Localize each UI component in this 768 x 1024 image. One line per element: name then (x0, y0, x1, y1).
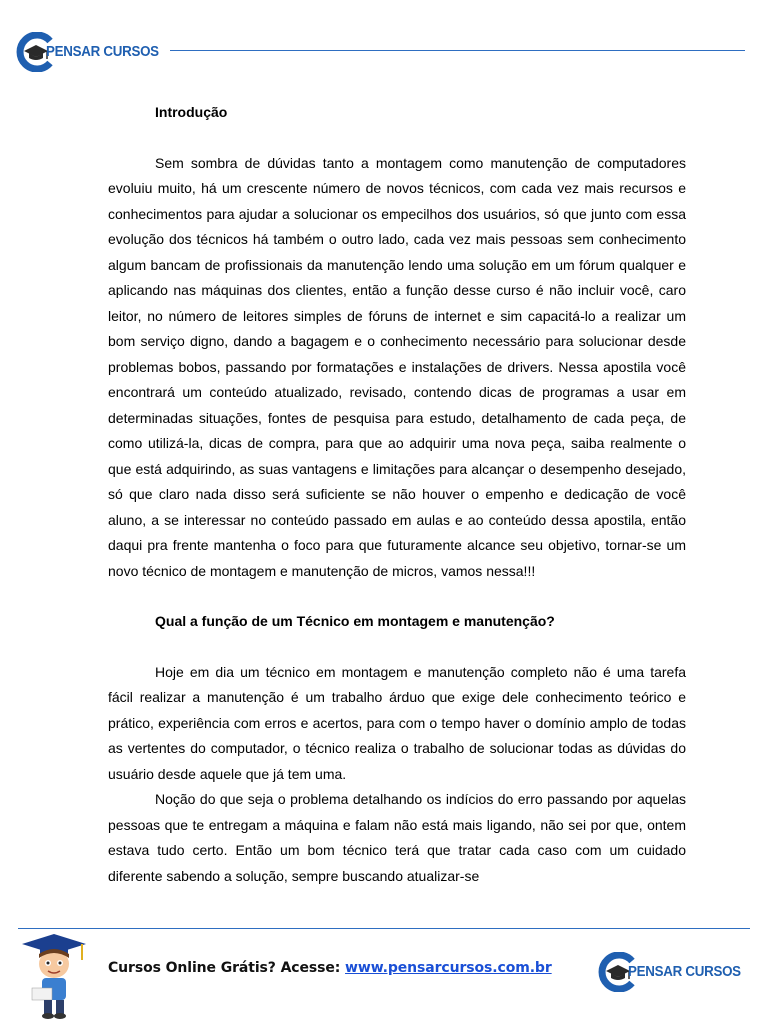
student-mascot-icon (18, 930, 90, 1020)
footer-brand-name: PENSAR CURSOS (628, 963, 741, 980)
footer-divider (18, 928, 750, 929)
intro-paragraph: Sem sombra de dúvidas tanto a montagem como manutenção de computadores evoluiu muito, há um crescente número de novos técnicos, com cada vez mais recursos e conhecimentos para ajudar a solucionar os empecilhos dos usuários, só que junto com essa evolução dos técnicos há também o outro lado, cada vez mais pessoas sem conhecimento algum bancam de profissionais da manutenção lendo uma solução em um fórum qualquer e aplicando nas máquinas dos clientes, então a função desse curso é não incluir você, caro leitor, no número de leitores simples de fóruns de internet e sim capacitá-lo a realizar um bom serviço digno, dando a bagagem e o conhecimento necessário para solucionar desde problemas bobos, passando por formatações e instalações de drivers. Nessa apostila você encontrará um conteúdo atualizado, revisado, contendo dicas de programas a usar em determinadas situações, fontes de pesquisa para estudo, detalhamento de cada peça, de como utilizá-la, dicas de compra, para que ao adquirir uma nova peça, saiba realmente o que está adquirindo, as suas vantagens e limitações para alcançar o desempenho desejado, só que claro nada disso será suficiente se não houver o empenho e dedicação de você aluno, a se interessar no conteúdo passado em aulas e ao conteúdo dessa apostila, então daqui pra frente mantenha o foco para que futuramente alcance seu objetivo, tornar-se um novo técnico de montagem e manutenção de micros, vamos nessa!!! (108, 154, 686, 579)
page-header (0, 0, 768, 90)
footer-website-link[interactable]: www.pensarcursos.com.br (345, 960, 552, 976)
footer-cta (108, 960, 552, 976)
footer-prompt: Cursos Online Grátis? Acesse: (108, 960, 346, 976)
funcao-paragraph-2: Noção do que seja o problema detalhando os indícios do erro passando por aquelas pessoas que te entregam a máquina e falam não está mais ligando, não sei por que, ontem estava tudo certo. Então um bom técnico terá que tratar cada caso com um cuidado diferente sabendo a solução, sempre buscando atualizar-se (108, 791, 686, 884)
brand-logo (16, 32, 169, 72)
section-heading-funcao-tecnico: Qual a função de um Técnico em montagem e manutenção? (155, 613, 555, 629)
document-body (108, 100, 686, 889)
header-divider (170, 50, 745, 51)
footer-brand-logo (598, 952, 751, 992)
brand-name: PENSAR CURSOS (46, 43, 159, 60)
section-heading-introducao: Introdução (155, 104, 228, 120)
funcao-paragraph-1: Hoje em dia um técnico em montagem e manutenção completo não é uma tarefa fácil realizar a manutenção é um trabalho árduo que exige dele conhecimento teórico e prático, experiência com erros e acertos, para com o tempo haver o domínio amplo de todas as vertentes do computador, o técnico realiza o trabalho de solucionar todas as dúvidas do usuário desde aquele que já tem uma. (108, 663, 686, 782)
